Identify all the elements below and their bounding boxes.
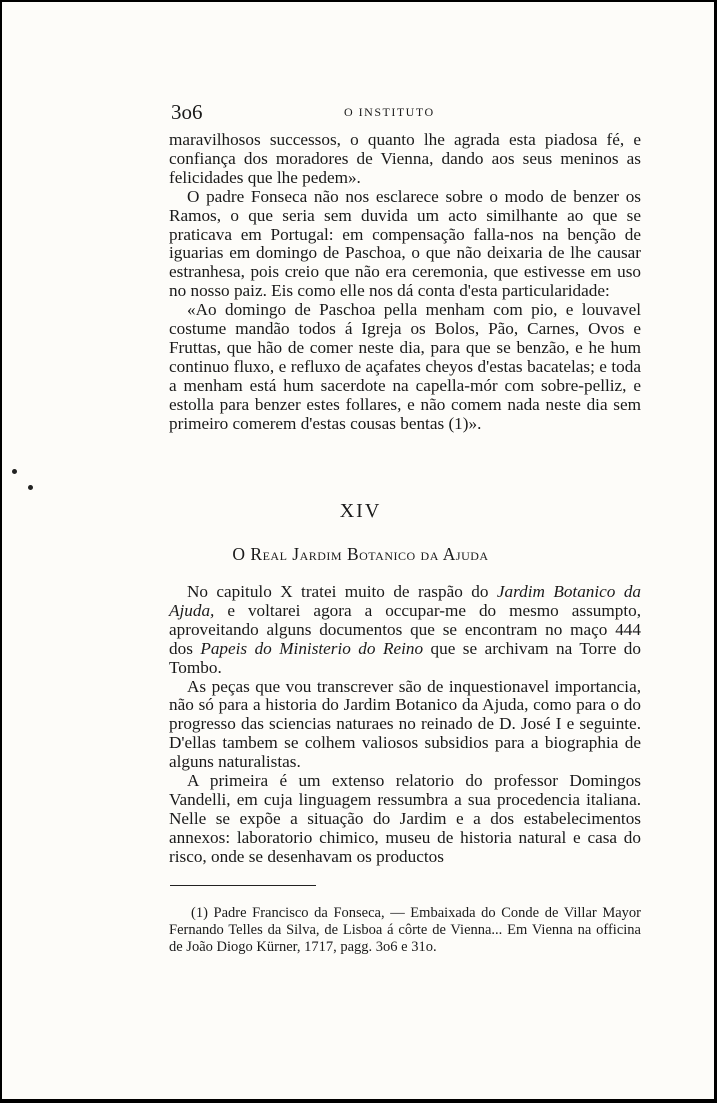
- page-header: [171, 100, 641, 124]
- section-number: XIV: [339, 500, 382, 522]
- text-run: e voltarei agora a occupar-me do mesmo assumpto, aproveitando alguns documentos que se encontram no maço 444 dos: [169, 600, 641, 658]
- paragraph-continuation: maravilhosos successos, o quanto lhe agrada esta piadosa fé, e confiança dos moradores de Vienna, dando aos seus meninos as felicidades que lhe pedem».: [169, 130, 641, 187]
- footnote-text: (1) Padre Francisco da Fonseca, — Embaixada do Conde de Villar Mayor Fernando Telles da Silva, de Lisboa á côrte de Vienna... Em Vienna na officina de João Diogo Kürner, 1717, pagg. 3o6 e 31o.: [169, 905, 641, 955]
- ink-speck: [28, 485, 33, 490]
- paragraph-capitulo: [169, 583, 641, 678]
- paragraph-primeira: A primeira é um extenso relatorio do professor Domingos Vandelli, em cuja linguagem ressumbra a sua procedencia italiana. Nelle se expõe a situação do Jardim e a dos estabelecimentos annexos: laboratorio chimico, museu de historia natural e casa do risco, onde se desenhavam os productos: [169, 771, 641, 866]
- footnote-rule: [170, 885, 316, 886]
- ink-speck: [12, 469, 17, 474]
- text-run: No capitulo X tratei muito de raspão do: [187, 582, 497, 601]
- text-run: que se archivam na Torre do Tombo.: [169, 638, 641, 677]
- body-text-top: [169, 131, 641, 434]
- page-number: 3o6: [171, 100, 203, 124]
- section-title: O Real Jardim Botanico da Ajuda: [232, 544, 489, 564]
- footnote: [169, 905, 641, 956]
- paragraph-quotation: «Ao domingo de Paschoa pella menham com pio, e louvavel costume mandão todos á Igreja os Bolos, Pão, Carnes, Ovos e Fruttas, que hão de comer neste dia, para que se benzão, e he hum continuo fluxo, e refluxo de açafates cheyos d'estas bacatelas; e toda a menham está hum sacerdote na capella-mór com sobre-pelliz, e estolla para benzer estes follares, e não comem nada neste dia sem primeiro comerem d'estas cousas bentas (1)».: [169, 300, 641, 433]
- body-text-bottom: [169, 583, 641, 867]
- running-title: O INSTITUTO: [344, 105, 435, 119]
- paragraph-fonseca: O padre Fonseca não nos esclarece sobre o modo de benzer os Ramos, o que seria sem duvida um acto similhante ao que se praticava em Portugal: em compensação falla-nos na benção de iguarias em domingo de Paschoa, o que não deixaria de lhe causar estranhesa, pois creio que não era ceremonia, que estivesse em uso no nosso paiz. Eis como elle nos dá conta d'esta particularidade:: [169, 186, 641, 301]
- italic-title-papeis: Papeis do Ministerio do Reino: [200, 638, 424, 658]
- paragraph-pecas: As peças que vou transcrever são de inquestionavel importancia, não só para a historia do Jardim Botanico da Ajuda, como para o do progresso das sciencias naturaes no reinado de D. José I e seguinte. D'ellas tambem se colhem valiosos subsidios para a biographia de alguns naturalistas.: [169, 676, 641, 772]
- italic-title-jardim: Jardim Botanico da Ajuda,: [169, 582, 642, 620]
